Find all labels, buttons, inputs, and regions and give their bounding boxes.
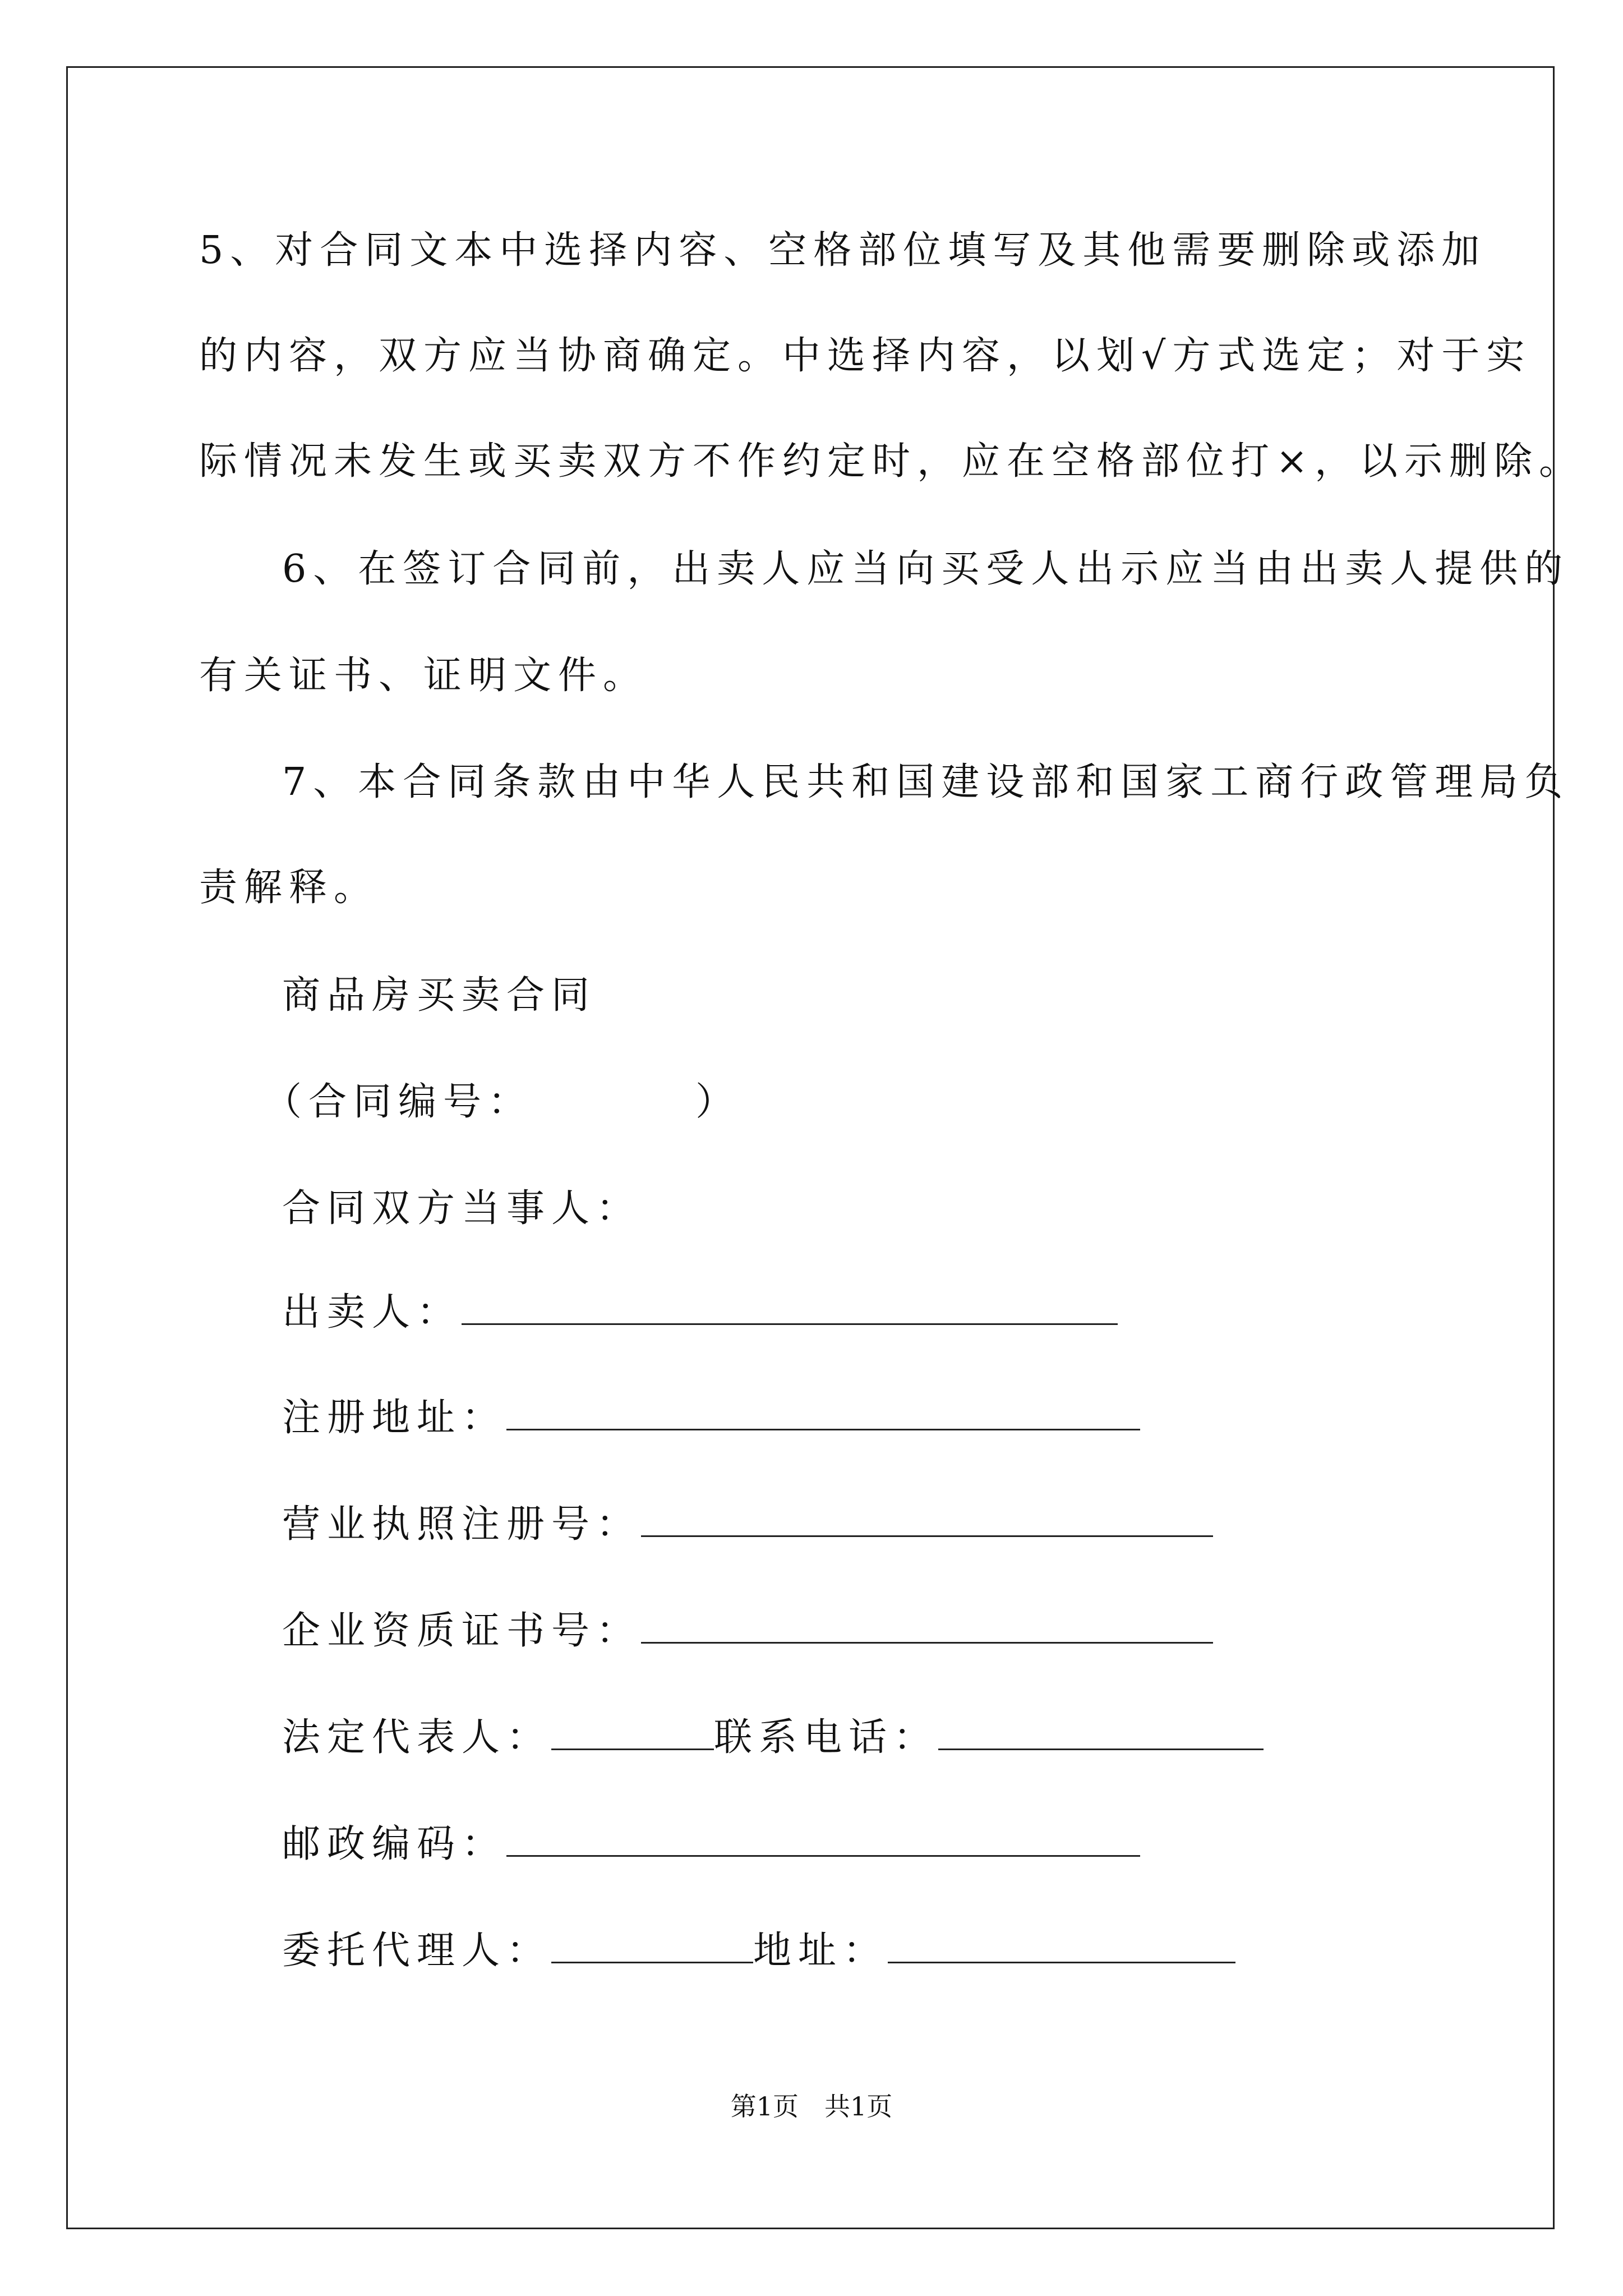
- paragraph-6-line-1: 6、在签订合同前，出卖人应当向买受人出示应当由出卖人提供的: [282, 547, 1570, 591]
- postal-code-row: [282, 1816, 1140, 1872]
- agent-address-field[interactable]: [888, 1927, 1235, 1963]
- registered-address-field[interactable]: [506, 1394, 1140, 1430]
- paragraph-5-line-1: 5、对合同文本中选择内容、空格部位填写及其他需要删除或添加: [199, 228, 1487, 273]
- postal-code-label: 邮政编码：: [282, 1822, 507, 1866]
- contract-number: [264, 1074, 740, 1130]
- authorized-agent-label: 委托代理人：: [282, 1929, 552, 1973]
- registered-address-label: 注册地址：: [282, 1396, 507, 1440]
- contact-phone-field[interactable]: [938, 1714, 1264, 1750]
- qualification-cert-field[interactable]: [641, 1607, 1213, 1644]
- contract-number-close: ）: [695, 1080, 741, 1124]
- registered-address-row: [282, 1390, 1140, 1446]
- paragraph-7-line-1: 7、本合同条款由中华人民共和国建设部和国家工商行政管理局负: [282, 760, 1570, 804]
- paragraph-5-line-3: 际情况未发生或买卖双方不作约定时，应在空格部位打×，以示删除。: [199, 439, 1584, 484]
- page-border: [66, 66, 1584, 2229]
- business-license-row: [282, 1497, 1213, 1553]
- page-footer: 第1页 共1页: [730, 2091, 893, 2122]
- contact-phone-label: 联系电话：: [714, 1715, 939, 1760]
- legal-representative-label: 法定代表人：: [282, 1715, 552, 1760]
- postal-code-field[interactable]: [506, 1820, 1140, 1857]
- parties-heading: 合同双方当事人：: [282, 1186, 642, 1231]
- paragraph-5-line-2: 的内容，双方应当协商确定。中选择内容，以划√方式选定；对于实: [199, 334, 1532, 378]
- paragraph-7-line-2: 责解释。: [199, 866, 379, 910]
- legal-representative-row: [282, 1710, 1264, 1766]
- paragraph-6-line-2: 有关证书、证明文件。: [199, 654, 648, 698]
- seller-row: [282, 1285, 1118, 1341]
- agent-address-label: 地址：: [753, 1929, 888, 1973]
- seller-field[interactable]: [462, 1289, 1118, 1325]
- contract-number-label: （合同编号：: [264, 1080, 533, 1124]
- authorized-agent-row: [282, 1923, 1235, 1979]
- legal-representative-field[interactable]: [551, 1714, 714, 1750]
- authorized-agent-field[interactable]: [551, 1927, 753, 1963]
- business-license-label: 营业执照注册号：: [282, 1502, 642, 1547]
- business-license-field[interactable]: [641, 1501, 1213, 1537]
- qualification-cert-row: [282, 1603, 1213, 1659]
- qualification-cert-label: 企业资质证书号：: [282, 1609, 642, 1653]
- seller-label: 出卖人：: [282, 1290, 462, 1335]
- contract-title: 商品房买卖合同: [282, 973, 597, 1018]
